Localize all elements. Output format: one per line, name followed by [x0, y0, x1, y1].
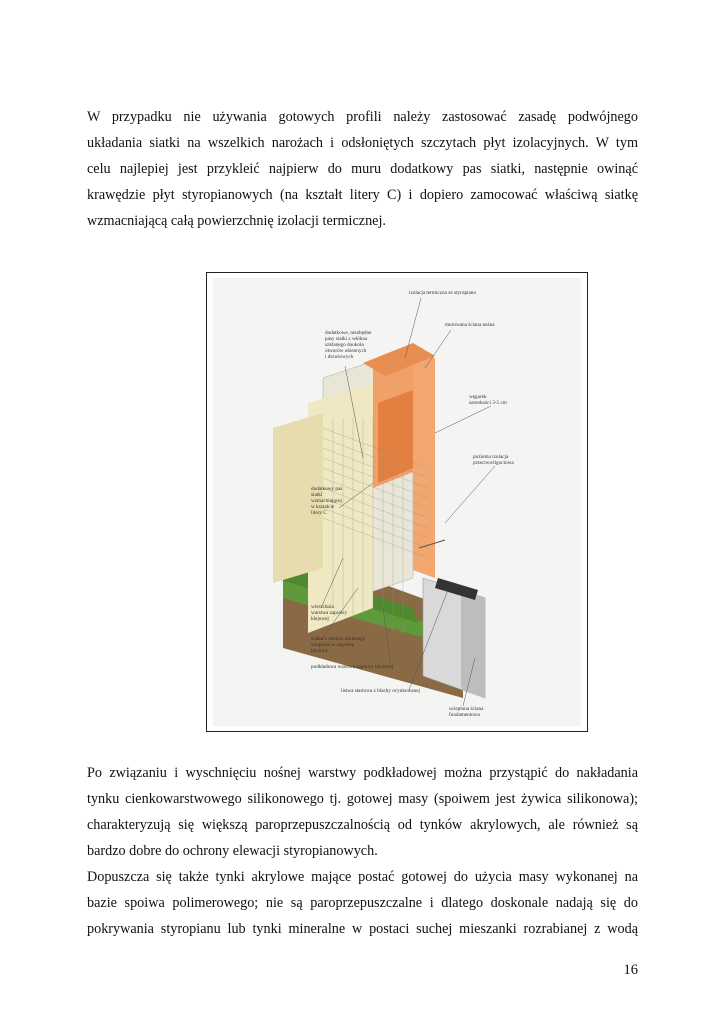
page-number: 16 — [623, 962, 638, 978]
label-thermal-insulation: izolacja termiczna ze styropianu — [409, 290, 476, 296]
label-glass-fiber-mesh: siatka z włókna szklanego wtopiona w zaprawę klejową — [311, 636, 366, 654]
text-line: układania siatki na wszelkich narożach i odsłoniętych szczytach płyt izolacyjnych. W tym — [87, 135, 638, 151]
label-top-adhesive-layer: wierzchnia warstwa zaprawy klejowej — [311, 604, 348, 622]
text-line: pokrywania styropianu lub tynki mineralne w postaci suchej mieszanki rozrabianej z wodą — [87, 921, 638, 937]
label-foundation-wall: ocieplona ściana fundamentowa — [449, 706, 484, 718]
text-line: bazie spoiwa polimerowego; nie są paroprzepuszczalne i dlatego doskonale nadają się do — [87, 895, 638, 911]
text-line: celu najlepiej jest przykleić najpierw do muru dodatkowy pas siatki, następnie owinąć — [87, 161, 638, 177]
paragraph-mesh-reinforcement — [87, 104, 638, 234]
insulation-diagram-figure — [206, 272, 588, 732]
text-line: tynku cienkowarstwowego silikonowego tj. gotowej masy (spoiwem jest żywica silikonowa); — [87, 791, 638, 807]
text-line: W przypadku nie używania gotowych profili należy zastosować zasadę podwójnego — [87, 109, 638, 125]
label-load-bearing-wall: murowana ściana nośna — [445, 322, 495, 328]
text-line: charakteryzują się większą paroprzepuszczalnością od tynków akrylowych, ale również są — [87, 817, 638, 833]
text-line: wzmacniającą całą powierzchnię izolacji termicznej. — [87, 213, 386, 229]
text-line: Dopuszcza się także tynki akrylowe mające postać gotowej do użycia masy wykonanej na — [87, 869, 638, 885]
label-horizontal-insulation: pozioma izolacja przeciwwilgociowa — [473, 454, 514, 466]
label-extra-c-strip: dodatkowy pas siatki wzmacniającej w kształcie litery C — [311, 486, 343, 516]
text-line: bardzo dobre do ochrony elewacji styropianowych. — [87, 843, 378, 859]
label-corner-profile: węgarek szerokości 3-5 cm — [469, 394, 507, 406]
label-base-adhesive-layer: podkładowa warstwa zaprawy klejowej — [311, 664, 393, 670]
label-starter-strip: listwa startowa z blachy ocynkowanej — [341, 688, 420, 694]
text-line: Po związaniu i wyschnięciu nośnej warstwy podkładowej można przystąpić do nakładania — [87, 765, 638, 781]
label-extra-mesh-strips: dodatkowe, niezbędne pasy siatki z włókna szklanego dookoła otworów okiennych i drzwiowych — [325, 330, 372, 360]
text-line: krawędzie płyt styropianowych (na kształt litery C) i dopiero zamocować właściwą siatkę — [87, 187, 638, 203]
insulation-layers-illustration — [213, 278, 581, 726]
paragraph-plaster-types — [87, 760, 638, 942]
